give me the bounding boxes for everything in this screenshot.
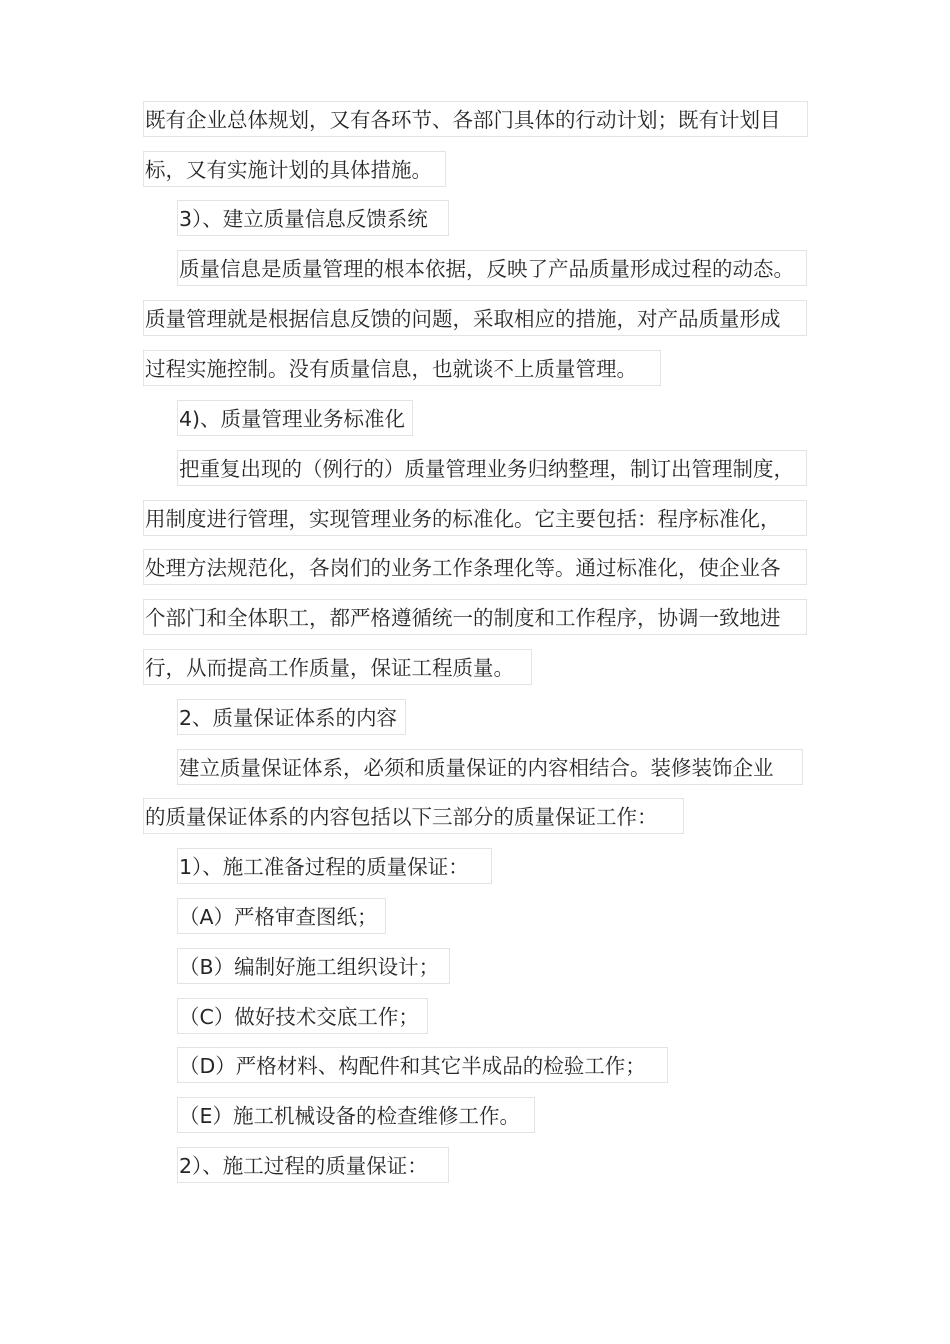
text-line: 把重复出现的（例行的）质量管理业务归纳整理，制订出管理制度， (177, 450, 807, 486)
list-item: （E）施工机械设备的检查维修工作。 (177, 1097, 535, 1133)
list-heading: 2）、施工过程的质量保证： (177, 1147, 449, 1183)
list-heading: 1）、施工准备过程的质量保证： (177, 848, 492, 884)
list-item: （C）做好技术交底工作； (177, 998, 428, 1034)
text-line: 个部门和全体职工，都严格遵循统一的制度和工作程序，协调一致地进 (143, 599, 807, 635)
text-line: 既有企业总体规划，又有各环节、各部门具体的行动计划；既有计划目 (143, 101, 808, 137)
text-line: 质量信息是质量管理的根本依据，反映了产品质量形成过程的动态。 (177, 250, 807, 286)
text-line: 的质量保证体系的内容包括以下三部分的质量保证工作： (143, 798, 684, 834)
text-line: 行，从而提高工作质量，保证工程质量。 (143, 649, 532, 685)
list-item: （B）编制好施工组织设计； (177, 948, 450, 984)
section-heading: 4)、质量管理业务标准化 (177, 400, 413, 436)
list-item: （A）严格审查图纸； (177, 898, 386, 934)
list-item: （D）严格材料、构配件和其它半成品的检验工作； (177, 1047, 668, 1083)
text-line: 建立质量保证体系，必须和质量保证的内容相结合。装修装饰企业 (177, 749, 803, 785)
text-line: 标，又有实施计划的具体措施。 (143, 151, 446, 187)
section-heading: 3）、建立质量信息反馈系统 (177, 200, 449, 236)
text-line: 质量管理就是根据信息反馈的问题，采取相应的措施，对产品质量形成 (143, 300, 807, 336)
section-heading: 2、质量保证体系的内容 (177, 699, 406, 735)
text-line: 用制度进行管理，实现管理业务的标准化。它主要包括：程序标准化， (143, 500, 807, 536)
text-line: 处理方法规范化，各岗们的业务工作条理化等。通过标准化，使企业各 (143, 549, 807, 585)
text-line: 过程实施控制。没有质量信息，也就谈不上质量管理。 (143, 350, 661, 386)
